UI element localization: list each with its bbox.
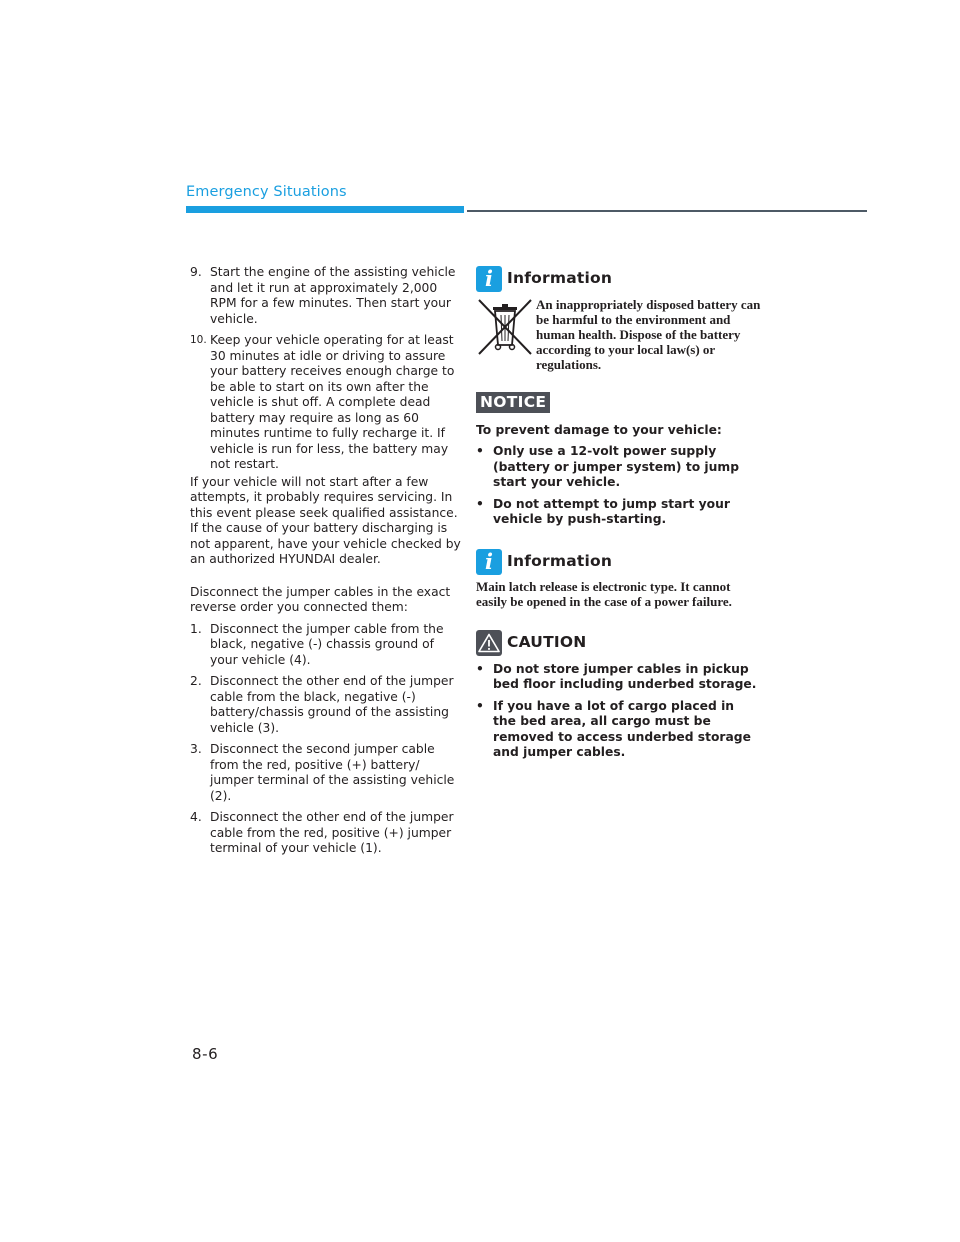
notice-box <box>476 392 761 528</box>
right-column <box>476 265 761 761</box>
caution-title: CAUTION <box>507 632 587 651</box>
disconnect-step-1 <box>190 622 462 669</box>
notice-item: • Do not attempt to jump start your vehicle by push-starting. <box>476 497 761 528</box>
caution-item: • If you have a lot of cargo placed in the bed area, all cargo must be removed to access underbed storage and jumper cables. <box>476 699 761 761</box>
info-title: Information <box>507 551 613 570</box>
info-body <box>476 297 761 372</box>
info-header <box>476 548 761 576</box>
notice-lead: To prevent damage to your vehicle: <box>476 422 722 437</box>
notice-item-text: Only use a 12-volt power supply (battery or jumper system) to jump start your vehicle. <box>493 444 740 489</box>
crossed-bin-icon <box>476 297 534 357</box>
left-column <box>190 265 462 863</box>
step-number: 9. <box>190 265 202 279</box>
caution-item-text: Do not store jumper cables in pickup bed floor including underbed storage. <box>493 661 757 691</box>
servicing-paragraph: If your vehicle will not start after a few attempts, it probably requires servicing. In this event please seek qualified assistance. If the cause of your battery discharging is not apparent, have your vehicle checked by an authorized HYUNDAI dealer. <box>190 474 461 566</box>
caution-item: • Do not store jumper cables in pickup bed floor including underbed storage. <box>476 662 761 693</box>
info-box-latch <box>476 548 761 609</box>
caution-box <box>476 629 761 761</box>
info-text: Main latch release is electronic type. It cannot easily be opened in the case of a power failure. <box>476 578 732 609</box>
page-number: 8-6 <box>192 1045 219 1063</box>
info-icon: i <box>476 549 502 575</box>
caution-header <box>476 629 761 657</box>
step-text: Disconnect the other end of the jumper cable from the red, positive (+) jumper terminal of your vehicle (1). <box>210 810 454 855</box>
step-number: 4. <box>190 810 202 824</box>
notice-item-text: Do not attempt to jump start your vehicle by push-starting. <box>493 496 730 526</box>
disconnect-step-2 <box>190 674 462 736</box>
step-number: 10. <box>190 334 207 346</box>
step-number: 1. <box>190 621 202 636</box>
step-9 <box>190 265 462 327</box>
step-text: Disconnect the jumper cable from the black, negative (-) chassis ground of your vehicle (4). <box>210 621 444 667</box>
info-text: An inappropriately disposed battery can be harmful to the environment and human health. Dispose of the battery according to your local law(s) or regulations. <box>536 297 761 372</box>
step-number: 3. <box>190 742 202 756</box>
disconnect-step-4 <box>190 810 462 857</box>
disconnect-intro: Disconnect the jumper cables in the exact reverse order you connected them: <box>190 584 451 614</box>
info-header <box>476 265 761 293</box>
notice-badge: NOTICE <box>476 392 550 413</box>
info-box-battery <box>476 265 761 372</box>
header-rule <box>467 210 867 212</box>
section-title: Emergency Situations <box>186 184 347 200</box>
step-text: Start the engine of the assisting vehicle and let it run at approximately 2,000 RPM for a few minutes. Then start your vehicle. <box>210 265 456 326</box>
warning-icon <box>476 630 502 656</box>
header-rule-accent <box>186 206 464 213</box>
notice-item: • Only use a 12-volt power supply (battery or jumper system) to jump start your vehicle. <box>476 444 761 491</box>
step-text: Disconnect the other end of the jumper cable from the black, negative (-) battery/chassis ground of the assisting vehicle (3). <box>210 674 454 735</box>
step-number: 2. <box>190 674 202 688</box>
step-text: Keep your vehicle operating for at least 30 minutes at idle or driving to assure your battery receives enough charge to be able to start on its own after the vehicle is shut off. A complete dead battery may require as long as 60 minutes runtime to fully recharge it. If vehicle is run for less, the battery may not restart. <box>210 333 455 471</box>
step-text: Disconnect the second jumper cable from the red, positive (+) battery/ jumper terminal of the assisting vehicle (2). <box>210 742 455 803</box>
info-icon: i <box>476 266 502 292</box>
caution-item-text: If you have a lot of cargo placed in the bed area, all cargo must be removed to access underbed storage and jumper cables. <box>493 698 751 759</box>
step-10 <box>190 333 462 473</box>
info-title: Information <box>507 269 613 288</box>
disconnect-step-3 <box>190 742 462 804</box>
